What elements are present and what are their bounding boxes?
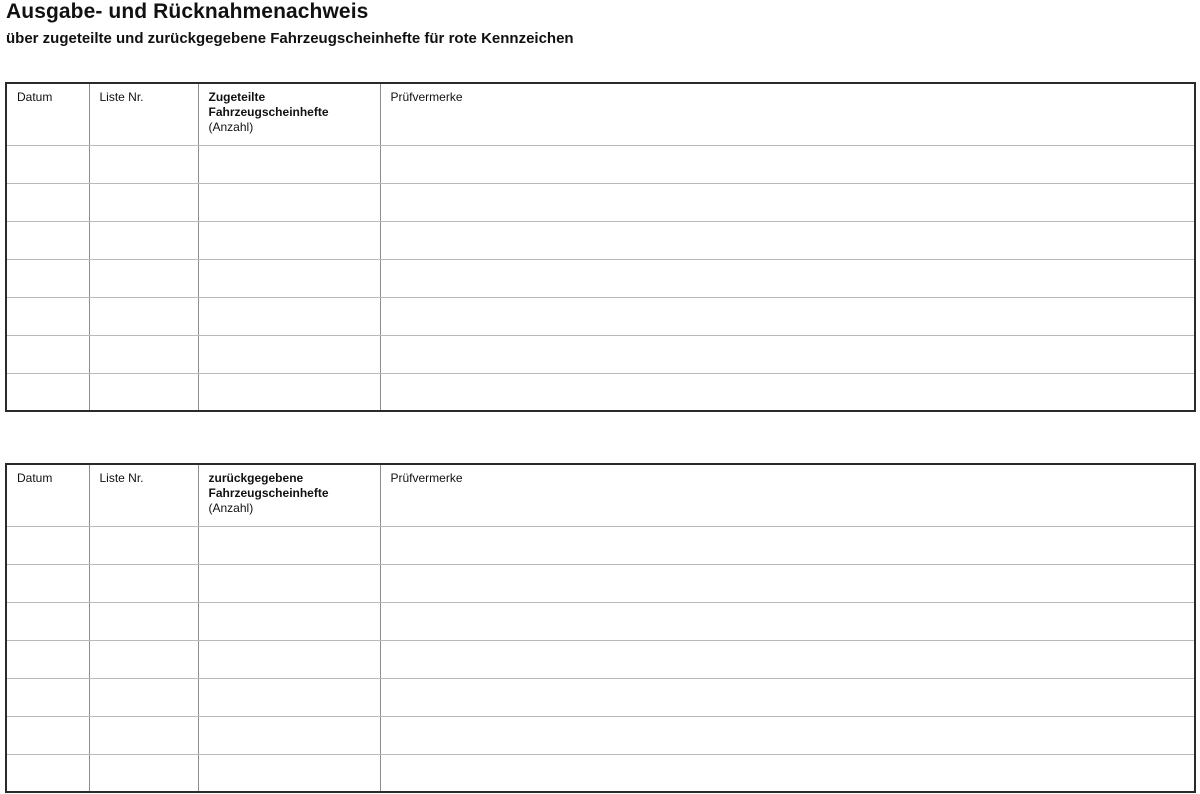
- anzahl-cell[interactable]: [198, 640, 380, 678]
- pruefvermerke-cell[interactable]: [380, 640, 1195, 678]
- pruefvermerke-cell[interactable]: [380, 373, 1195, 411]
- returned-col-anzahl-line1: zurückgegebene: [208, 471, 304, 485]
- liste-cell[interactable]: [89, 602, 198, 640]
- liste-cell[interactable]: [89, 640, 198, 678]
- returned-table-header-row: [6, 464, 1195, 526]
- table-row: [6, 678, 1195, 716]
- table-row: [6, 602, 1195, 640]
- pruefvermerke-cell[interactable]: [380, 754, 1195, 792]
- liste-cell[interactable]: [89, 335, 198, 373]
- datum-cell[interactable]: [6, 221, 89, 259]
- pruefvermerke-cell[interactable]: [380, 526, 1195, 564]
- issued-col-datum: Datum: [6, 83, 89, 145]
- pruefvermerke-cell[interactable]: [380, 335, 1195, 373]
- anzahl-cell[interactable]: [198, 297, 380, 335]
- datum-cell[interactable]: [6, 526, 89, 564]
- table-row: [6, 297, 1195, 335]
- liste-cell[interactable]: [89, 678, 198, 716]
- liste-cell[interactable]: [89, 221, 198, 259]
- anzahl-cell[interactable]: [198, 564, 380, 602]
- pruefvermerke-cell[interactable]: [380, 602, 1195, 640]
- issued-col-liste: Liste Nr.: [89, 83, 198, 145]
- page-title: Ausgabe- und Rücknahmenachweis: [6, 0, 369, 23]
- datum-cell[interactable]: [6, 259, 89, 297]
- datum-cell[interactable]: [6, 373, 89, 411]
- table-row: [6, 640, 1195, 678]
- issued-col-anzahl-line2: Fahrzeugscheinhefte: [208, 105, 329, 119]
- anzahl-cell[interactable]: [198, 373, 380, 411]
- datum-cell[interactable]: [6, 335, 89, 373]
- anzahl-cell[interactable]: [198, 678, 380, 716]
- returned-col-anzahl-line3: (Anzahl): [208, 501, 254, 515]
- pruefvermerke-cell[interactable]: [380, 259, 1195, 297]
- returned-col-liste: Liste Nr.: [89, 464, 198, 526]
- pruefvermerke-cell[interactable]: [380, 716, 1195, 754]
- liste-cell[interactable]: [89, 564, 198, 602]
- anzahl-cell[interactable]: [198, 602, 380, 640]
- liste-cell[interactable]: [89, 259, 198, 297]
- liste-cell[interactable]: [89, 297, 198, 335]
- issued-table-header-row: [6, 83, 1195, 145]
- pruefvermerke-cell[interactable]: [380, 678, 1195, 716]
- returned-col-anzahl: [198, 464, 380, 526]
- datum-cell[interactable]: [6, 678, 89, 716]
- table-row: [6, 373, 1195, 411]
- pruefvermerke-cell[interactable]: [380, 145, 1195, 183]
- returned-table-body: [6, 526, 1195, 792]
- returned-col-pruefvermerke: Prüfvermerke: [380, 464, 1195, 526]
- issued-col-anzahl: [198, 83, 380, 145]
- anzahl-cell[interactable]: [198, 221, 380, 259]
- datum-cell[interactable]: [6, 145, 89, 183]
- liste-cell[interactable]: [89, 754, 198, 792]
- issued-col-pruefvermerke: Prüfvermerke: [380, 83, 1195, 145]
- liste-cell[interactable]: [89, 145, 198, 183]
- anzahl-cell[interactable]: [198, 183, 380, 221]
- pruefvermerke-cell[interactable]: [380, 297, 1195, 335]
- table-row: [6, 183, 1195, 221]
- table-row: [6, 145, 1195, 183]
- anzahl-cell[interactable]: [198, 145, 380, 183]
- issued-table: [5, 82, 1196, 412]
- issued-col-anzahl-line3: (Anzahl): [208, 120, 254, 134]
- table-row: [6, 335, 1195, 373]
- liste-cell[interactable]: [89, 373, 198, 411]
- liste-cell[interactable]: [89, 716, 198, 754]
- datum-cell[interactable]: [6, 640, 89, 678]
- datum-cell[interactable]: [6, 564, 89, 602]
- page-subtitle: über zugeteilte und zurückgegebene Fahrzeugscheinhefte für rote Kennzeichen: [6, 30, 574, 47]
- liste-cell[interactable]: [89, 526, 198, 564]
- datum-cell[interactable]: [6, 183, 89, 221]
- datum-cell[interactable]: [6, 602, 89, 640]
- returned-col-datum: Datum: [6, 464, 89, 526]
- datum-cell[interactable]: [6, 297, 89, 335]
- liste-cell[interactable]: [89, 183, 198, 221]
- issued-table-body: [6, 145, 1195, 411]
- anzahl-cell[interactable]: [198, 526, 380, 564]
- table-row: [6, 716, 1195, 754]
- datum-cell[interactable]: [6, 716, 89, 754]
- table-row: [6, 564, 1195, 602]
- anzahl-cell[interactable]: [198, 754, 380, 792]
- table-row: [6, 221, 1195, 259]
- anzahl-cell[interactable]: [198, 335, 380, 373]
- table-row: [6, 526, 1195, 564]
- datum-cell[interactable]: [6, 754, 89, 792]
- anzahl-cell[interactable]: [198, 716, 380, 754]
- table-row: [6, 754, 1195, 792]
- issued-col-anzahl-line1: Zugeteilte: [208, 90, 266, 104]
- pruefvermerke-cell[interactable]: [380, 564, 1195, 602]
- table-row: [6, 259, 1195, 297]
- pruefvermerke-cell[interactable]: [380, 183, 1195, 221]
- anzahl-cell[interactable]: [198, 259, 380, 297]
- returned-col-anzahl-line2: Fahrzeugscheinhefte: [208, 486, 329, 500]
- returned-table: [5, 463, 1196, 793]
- pruefvermerke-cell[interactable]: [380, 221, 1195, 259]
